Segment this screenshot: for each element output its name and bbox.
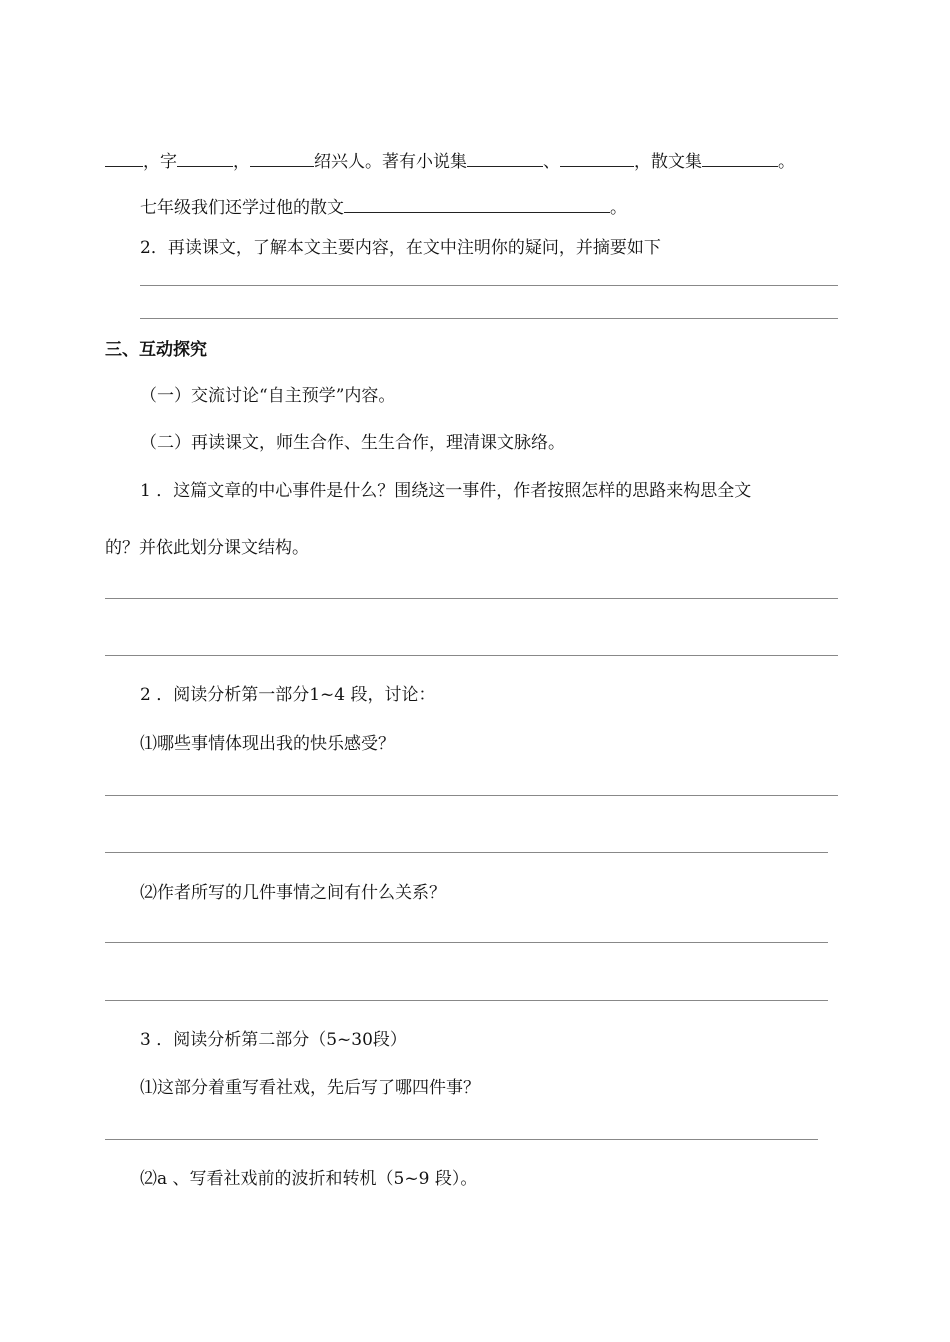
- grade7-line: [140, 196, 627, 219]
- question-2: 2 ．阅读分析第一部分1~4 段，讨论：: [140, 685, 436, 705]
- blank-courtesy-name[interactable]: [177, 150, 233, 167]
- author-fill-line: [105, 150, 795, 173]
- answer-line[interactable]: [105, 852, 828, 853]
- question-2-summary: 2．再读课文，了解本文主要内容，在文中注明你的疑问，并摘要如下: [140, 238, 661, 258]
- answer-line[interactable]: [105, 1000, 828, 1001]
- question-2-sub-2: ⑵作者所写的几件事情之间有什么关系？: [140, 883, 446, 903]
- answer-line[interactable]: [105, 942, 828, 943]
- answer-line[interactable]: [105, 598, 838, 599]
- answer-line[interactable]: [105, 655, 838, 656]
- answer-line[interactable]: [105, 795, 838, 796]
- blank-novel-2[interactable]: [560, 150, 634, 167]
- question-3: 3 ．阅读分析第二部分（5~30段）: [140, 1030, 407, 1050]
- question-3-sub-2: ⑵a 、写看社戏前的波折和转机（5~9 段）。: [140, 1169, 478, 1189]
- blank-prose[interactable]: [702, 150, 778, 167]
- question-1-line-2: 的？并依此划分课文结构。: [105, 538, 309, 558]
- question-3-sub-1: ⑴这部分着重写看社戏，先后写了哪四件事？: [140, 1078, 480, 1098]
- part-2: （二）再读课文，师生合作、生生合作，理清课文脉络。: [140, 433, 565, 453]
- text-dun: 、: [543, 152, 560, 172]
- section-heading: 三、互动探究: [105, 340, 207, 360]
- text-prose-label: ，散文集: [634, 152, 702, 172]
- answer-line[interactable]: [105, 1139, 818, 1140]
- grade7-text: 七年级我们还学过他的散文: [140, 198, 344, 218]
- text-comma: ，: [233, 152, 250, 172]
- blank-era[interactable]: [250, 150, 314, 167]
- part-1: （一）交流讨论“自主预学”内容。: [140, 386, 396, 406]
- question-2-sub-1: ⑴哪些事情体现出我的快乐感受？: [140, 734, 395, 754]
- text-zi: ，字: [143, 152, 177, 172]
- text-hometown: 绍兴人。著有小说集: [314, 152, 467, 172]
- blank-grade7-prose[interactable]: [344, 196, 610, 213]
- answer-line[interactable]: [140, 318, 838, 319]
- text-period: 。: [778, 152, 795, 172]
- blank-name[interactable]: [105, 150, 143, 167]
- blank-novel-1[interactable]: [467, 150, 543, 167]
- question-1-line-1: 1 ．这篇文章的中心事件是什么？围绕这一事件，作者按照怎样的思路来构思全文: [140, 481, 752, 501]
- answer-line[interactable]: [140, 285, 838, 286]
- grade7-end: 。: [610, 198, 627, 218]
